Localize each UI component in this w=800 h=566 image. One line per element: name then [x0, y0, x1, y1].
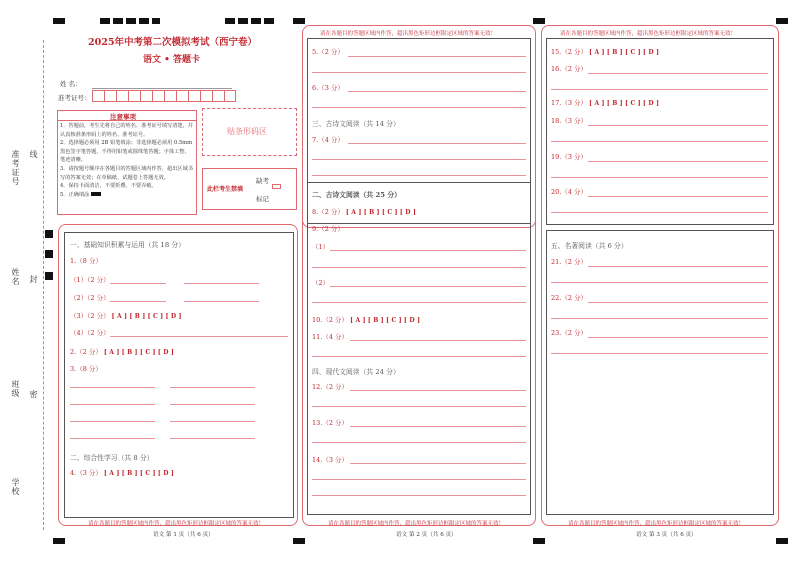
side-label-name: 姓名	[11, 268, 20, 286]
alignment-mark	[53, 18, 65, 24]
absent-mark-2: 标记	[256, 195, 269, 203]
binding-line	[43, 40, 44, 530]
question-8: 8.（2 分） [ A ] [ B ] [ C ] [ D ]	[312, 208, 416, 216]
question-15: 15.（2 分） [ A ] [ B ] [ C ] [ D ]	[551, 48, 660, 56]
question-17: 17.（3 分） [ A ] [ B ] [ C ] [ D ]	[551, 99, 660, 107]
question-1-1: （1）（2 分）	[70, 276, 110, 284]
side-label-secret: 密	[29, 390, 38, 399]
question-2: 2.（2 分） [ A ] [ B ] [ C ] [ D ]	[70, 348, 174, 356]
alignment-mark	[45, 272, 53, 280]
page-footer: 语文 第 1 页（共 6 页）	[153, 532, 214, 538]
alignment-mark	[293, 18, 305, 24]
question-11: 11.（4 分）	[312, 333, 349, 341]
alignment-mark	[53, 538, 65, 544]
alignment-mark	[225, 18, 275, 24]
question-4: 4.（3 分） [ A ] [ B ] [ C ] [ D ]	[70, 469, 174, 477]
side-label-line: 线	[29, 150, 38, 159]
notes-title: 注意事项	[110, 113, 136, 121]
question-1: 1.（8 分）	[70, 257, 102, 265]
question-1-4: （4）（2 分）	[70, 329, 110, 337]
note-item: 1．答题前，考生先将自己的姓名、准考证号填写清楚，并认真核准条形码上的姓名、准考证号。	[60, 123, 193, 138]
answer-frame-page3-bottom	[546, 230, 774, 515]
barcode-label: 贴条形码区	[227, 127, 267, 136]
section-heading: 四、现代文阅读（共 24 分）	[312, 368, 400, 376]
question-10: 10.（2 分） [ A ] [ B ] [ C ] [ D ]	[312, 316, 421, 324]
section-heading: 三、古诗文阅读（共 14 分）	[312, 120, 400, 128]
page-title: 2025年中考第二次模拟考试（西宁卷）	[88, 37, 257, 48]
question-21: 21.（2 分）	[551, 258, 588, 266]
absent-label: 此栏考生禁填	[207, 186, 244, 193]
exam-no-cells[interactable]	[92, 90, 236, 102]
section-heading: 一、基础知识积累与运用（共 18 分）	[70, 241, 185, 249]
name-field[interactable]	[92, 88, 232, 89]
note-item: 2．选择题必须用 2B 铅笔填涂；非选择题必须用 0.5mm 黑色签字笔答题，不得用铅笔或圆珠笔答题；字体工整、笔迹清晰。	[60, 140, 193, 164]
section-heading: 五、名著阅读（共 6 分）	[551, 242, 628, 250]
side-label-school: 学校	[11, 478, 20, 496]
alignment-mark	[533, 18, 545, 24]
question-9: 9.（2 分）	[312, 225, 344, 233]
choice-options[interactable]: [ A ] [ B ] [ C ] [ D ]	[345, 209, 416, 216]
alignment-mark	[293, 538, 305, 544]
question-16: 16.（2 分）	[551, 65, 588, 73]
choice-options[interactable]: [ A ] [ B ] [ C ] [ D ]	[103, 470, 174, 477]
note-item: 3．请按题号顺序在各题目的答题区域内作答，超出区域书写的答案无效；在草稿纸、试题卷上答题无效。	[60, 165, 193, 181]
choice-options[interactable]: [ A ] [ B ] [ C ] [ D ]	[111, 313, 182, 320]
question-1-3: （3）（2 分） [ A ] [ B ] [ C ] [ D ]	[70, 312, 182, 320]
question-12: 12.（2 分）	[312, 383, 349, 391]
page-subtitle: 语文 • 答题卡	[143, 55, 201, 65]
warning-top: 请在各题目的答题区域内作答，超出黑色矩形边框限定区域的答案无效！	[320, 31, 497, 37]
side-label-class: 班级	[11, 380, 20, 398]
choice-options[interactable]: [ A ] [ B ] [ C ] [ D ]	[589, 100, 660, 107]
question-20: 20.（4 分）	[551, 188, 588, 196]
exam-no-label: 准考证号：	[58, 94, 91, 102]
warning-top: 请在各题目的答题区域内作答，超出黑色矩形边框限定区域的答案无效！	[560, 31, 737, 37]
alignment-mark	[45, 230, 53, 238]
question-23: 23.（2 分）	[551, 329, 588, 337]
question-5: 5.（2 分）	[312, 48, 344, 56]
filled-sample-icon	[91, 192, 101, 196]
question-14: 14.（3 分）	[312, 456, 349, 464]
answer-frame-page2-bottom	[307, 182, 531, 515]
alignment-mark	[776, 18, 788, 24]
alignment-mark	[45, 250, 53, 258]
note-item: 4．保持卡面清洁，不要折叠、不要弄破。	[60, 183, 157, 190]
question-18: 18.（3 分）	[551, 117, 588, 125]
question-1-2: （2）（2 分）	[70, 294, 110, 302]
question-6: 6.（3 分）	[312, 84, 344, 92]
page-footer: 语文 第 2 页（共 6 页）	[396, 532, 457, 538]
warning-bottom: 请在各题目的答题区域内作答，超出黑色矩形边框限定区域的答案无效！	[328, 521, 505, 527]
alignment-mark	[100, 18, 160, 24]
note-item: 5．正确填涂	[60, 191, 194, 200]
side-label-exam-no: 准考证号	[11, 150, 20, 186]
side-label-seal: 封	[29, 275, 38, 284]
question-9-2: （2）	[312, 279, 330, 287]
choice-options[interactable]: [ A ] [ B ] [ C ] [ D ]	[350, 317, 421, 324]
notes-list	[60, 122, 194, 199]
question-22: 22.（2 分）	[551, 294, 588, 302]
page-footer: 语文 第 3 页（共 6 页）	[636, 532, 697, 538]
section-heading: 二、综合性学习（共 8 分）	[70, 454, 154, 462]
absent-checkbox[interactable]	[272, 184, 281, 189]
question-19: 19.（3 分）	[551, 153, 588, 161]
warning-bottom: 请在各题目的答题区域内作答，超出黑色矩形边框限定区域的答案无效！	[88, 521, 265, 527]
section-heading: 二、古诗文阅读（共 25 分）	[312, 191, 401, 199]
absent-mark-1: 缺考	[256, 177, 269, 185]
question-7: 7.（4 分）	[312, 136, 344, 144]
question-13: 13.（2 分）	[312, 419, 349, 427]
question-9-1: （1）	[312, 243, 330, 251]
alignment-mark	[776, 538, 788, 544]
alignment-mark	[533, 538, 545, 544]
choice-options[interactable]: [ A ] [ B ] [ C ] [ D ]	[589, 49, 660, 56]
choice-options[interactable]: [ A ] [ B ] [ C ] [ D ]	[103, 349, 174, 356]
question-3: 3.（8 分）	[70, 365, 102, 373]
warning-bottom: 请在各题目的答题区域内作答，超出黑色矩形边框限定区域的答案无效！	[568, 521, 745, 527]
name-label: 姓 名：	[60, 80, 82, 88]
